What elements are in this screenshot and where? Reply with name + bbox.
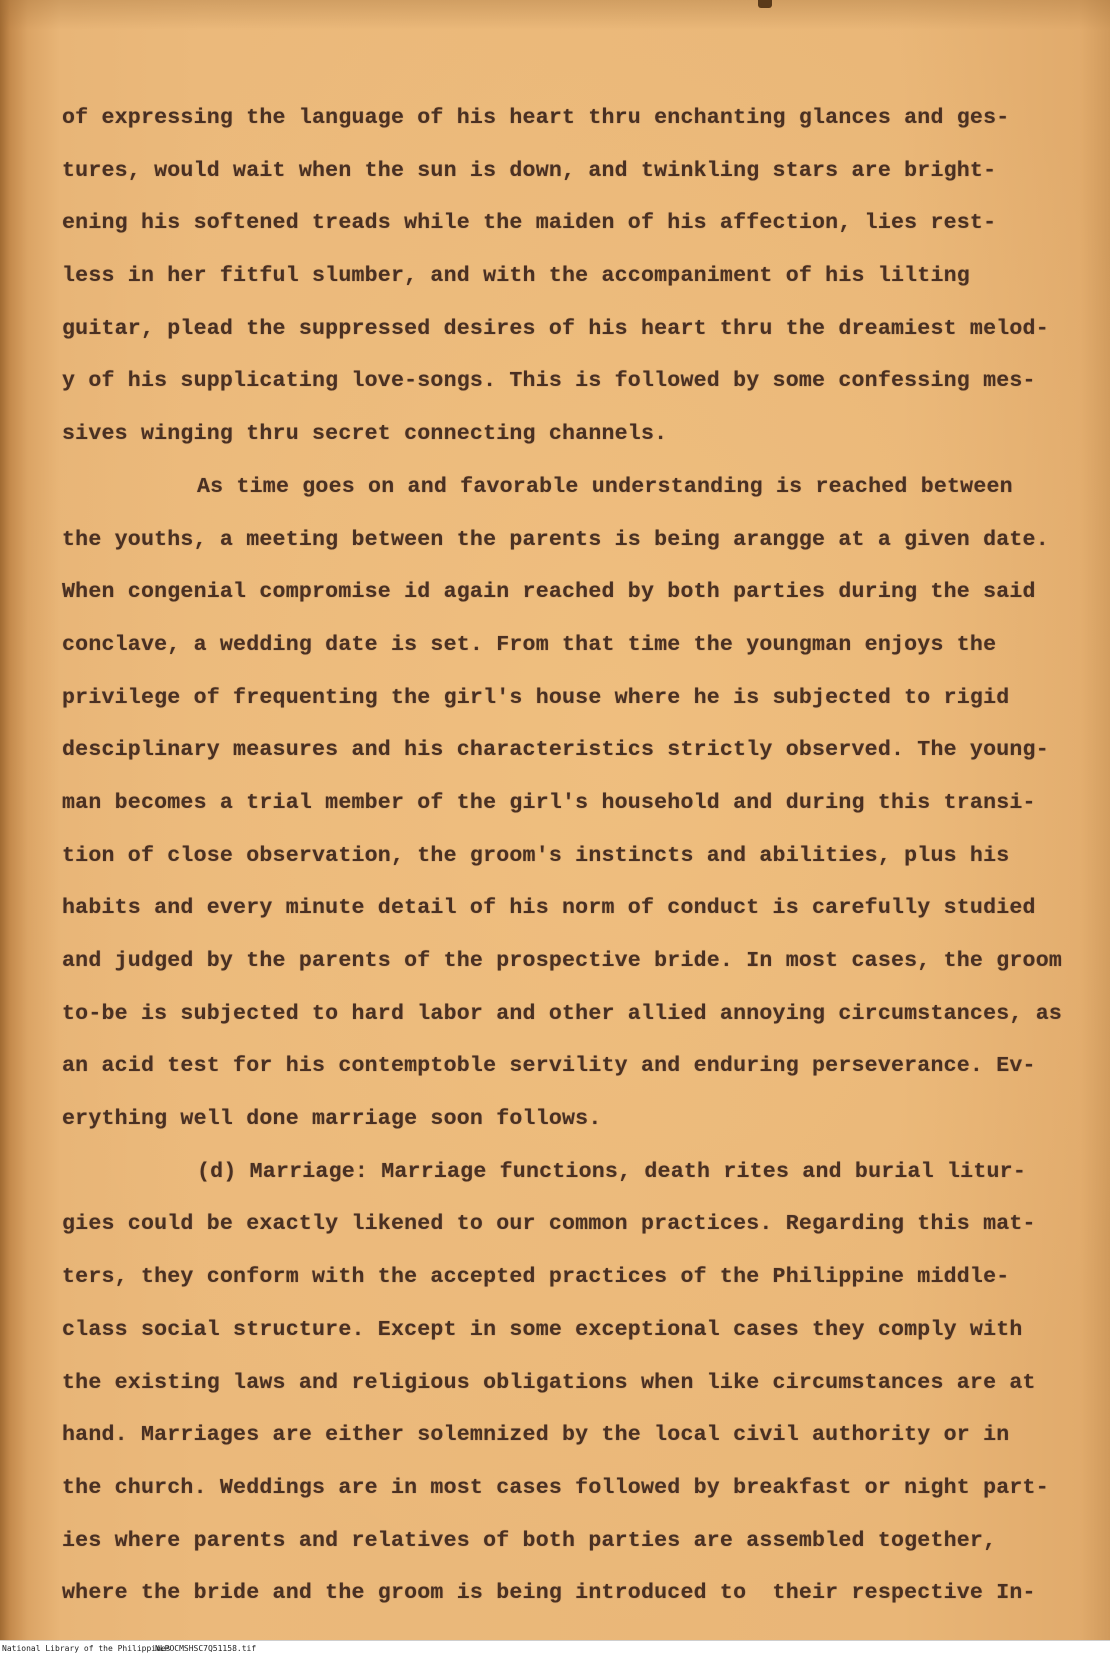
text-line: y of his supplicating love-songs. This is followed by some confessing mes- <box>62 369 1036 394</box>
paragraph-start-line: (d) Marriage: Marriage functions, death rites and burial litur- <box>197 1159 1026 1184</box>
text-line: less in her fitful slumber, and with the accompaniment of his lilting <box>62 264 970 289</box>
text-line: tures, would wait when the sun is down, and twinkling stars are bright- <box>62 158 997 183</box>
text-line: the youths, a meeting between the parents is being arangge at a given date. <box>62 527 1049 552</box>
text-line: ening his softened treads while the maiden of his affection, lies rest- <box>62 211 997 236</box>
scan-footer <box>0 1640 1110 1659</box>
text-line: the existing laws and religious obligations when like circumstances are at <box>62 1370 1036 1395</box>
text-line: ies where parents and relatives of both parties are assembled together, <box>62 1528 997 1553</box>
footer-file-name: NLPOCMSHSC7Q51158.tif <box>155 1644 257 1653</box>
text-line: ters, they conform with the accepted practices of the Philippine middle- <box>62 1265 1010 1290</box>
footer-library-name: National Library of the Philippines <box>2 1644 171 1653</box>
text-line: erything well done marriage soon follows. <box>62 1107 602 1132</box>
text-line: conclave, a wedding date is set. From that time the youngman enjoys the <box>62 632 997 657</box>
text-line: man becomes a trial member of the girl's household and during this transi- <box>62 790 1036 815</box>
text-line: to-be is subjected to hard labor and other allied annoying circumstances, as <box>62 1001 1063 1026</box>
text-line: an acid test for his contemptoble servility and enduring perseverance. Ev- <box>62 1054 1036 1079</box>
text-line: the church. Weddings are in most cases followed by breakfast or night part- <box>62 1475 1049 1500</box>
text-line: class social structure. Except in some exceptional cases they comply with <box>62 1317 1023 1342</box>
text-line: of expressing the language of his heart thru enchanting glances and ges- <box>62 106 1010 130</box>
text-line: When congenial compromise id again reached by both parties during the said <box>62 580 1036 605</box>
text-line: gies could be exactly likened to our common practices. Regarding this mat- <box>62 1212 1036 1237</box>
text-line: where the bride and the groom is being introduced to their respective In- <box>62 1581 1036 1606</box>
paragraph-start-line: As time goes on and favorable understanding is reached between <box>197 474 1013 499</box>
binding-mark <box>758 0 772 8</box>
text-line: habits and every minute detail of his norm of conduct is carefully studied <box>62 896 1036 921</box>
text-line: tion of close observation, the groom's instincts and abilities, plus his <box>62 843 1010 868</box>
text-line: desciplinary measures and his characteristics strictly observed. The young- <box>62 738 1049 763</box>
text-line: privilege of frequenting the girl's house where he is subjected to rigid <box>62 685 1010 710</box>
text-line: hand. Marriages are either solemnized by the local civil authority or in <box>62 1423 1010 1448</box>
text-line: and judged by the parents of the prospective bride. In most cases, the groom <box>62 949 1063 973</box>
typed-text-body <box>62 92 1072 1620</box>
text-line: guitar, plead the suppressed desires of his heart thru the dreamiest melod- <box>62 316 1049 341</box>
text-line: sives winging thru secret connecting channels. <box>62 422 668 447</box>
